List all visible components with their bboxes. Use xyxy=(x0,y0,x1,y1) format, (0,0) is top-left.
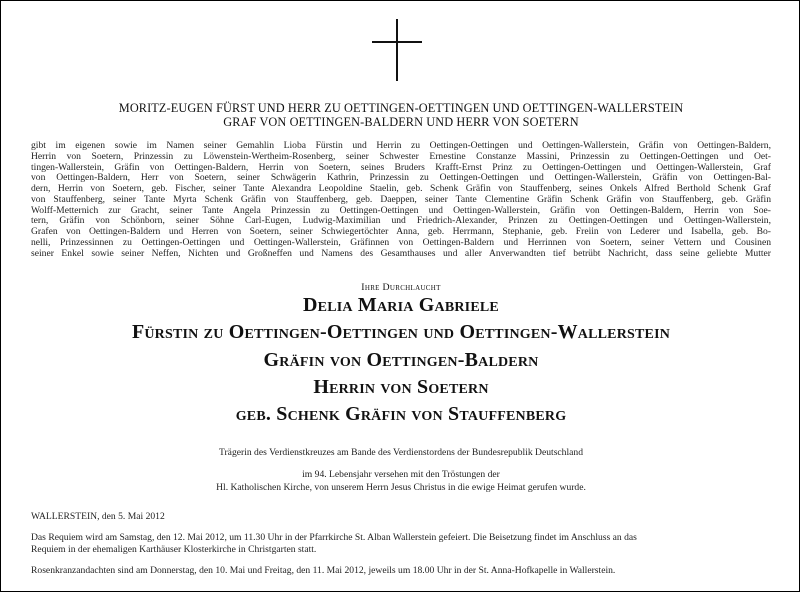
header-line-2: GRAF VON OETTINGEN-BALDERN UND HERR VON SOETERN xyxy=(223,115,579,129)
announcement-line: nelli, Prinzessinnen zu Oettingen-Oettingen und Oettingen-Wallerstein, Gräfinnen von Oettingen-Baldern und Herrinnen von Soetern, seiner Vettern und Cousinen xyxy=(31,237,771,248)
announcement-line: tern, Gräfin von Schönborn, seiner Söhne Carl-Eugen, Ludwig-Maximilian und Friedrich-Alexander, Prinzen zu Oettingen-Oettingen und Oettingen-Wallerstein, xyxy=(31,216,771,227)
death-line-1: im 94. Lebensjahr versehen mit den Tröstungen der xyxy=(302,469,500,480)
announcement-line: dern, Herrin von Soetern, geb. Fischer, seiner Tante Alexandra Leopoldine Staelin, geb. Schenk Gräfin von Stauffenberg, seines Onkels Alfred Berthold Schenk Graf xyxy=(31,184,771,194)
announcement-line: von Stauffenberg, seiner Tante Myrta Schenk Gräfin von Stauffenberg, geb. Daeppen, seiner Tante Clementine Gräfin Schenk Gräfin von Stauffenberg, geb. Gräfin xyxy=(31,194,771,205)
announcement-text xyxy=(31,141,771,259)
honor-text: Trägerin des Verdienstkreuzes am Bande des Verdienstordens der Bundesrepublik Deutschland xyxy=(218,447,584,458)
announcement-line: gibt im eigenen sowie im Namen seiner Gemahlin Lioba Fürstin und Herrin zu Oettingen-Oettingen und Oettingen-Wallerstein, Gräfin von Oettingen-Baldern, xyxy=(31,141,771,151)
requiem-line-2: Requiem in der ehemaligen Karthäuser Klosterkirche in Christgarten statt. xyxy=(31,544,317,555)
deceased-name: Delia Maria Gabriele xyxy=(303,294,499,316)
announcement-line: seiner Enkel sowie seiner Neffen, Nichten und Großneffen und Namens des Gesamthauses und aller Anverwandten tief betrübt Nachricht, dass seine geliebte Mutter xyxy=(31,248,771,259)
announcement-line: Wolff-Metternich zur Gracht, seiner Tante Angela Prinzessin zu Oettingen-Oettingen und Oettingen-Wallerstein, Gräfin von Oettingen-Baldern, Herrin von Soe- xyxy=(31,205,771,216)
header-line-1: MORITZ-EUGEN FÜRST UND HERR ZU OETTINGEN-OETTINGEN UND OETTINGEN-WALLERSTEIN xyxy=(118,101,684,115)
title-small: Ihre Durchlaucht xyxy=(361,282,441,293)
rosary-text: Rosenkranzandachten sind am Donnerstag, den 10. Mai und Freitag, den 11. Mai 2012, jeweils um 18.00 Uhr in der St. Anna-Hofkapelle in Wallerstein. xyxy=(31,565,616,576)
requiem-line-1: Das Requiem wird am Samstag, den 12. Mai 2012, um 11.30 Uhr in der Pfarrkirche St. Alban Wallerstein gefeiert. Die Beisetzung findet im Anschluss an das xyxy=(31,532,637,543)
requiem-text xyxy=(31,532,771,556)
announcement-line: Grafen von Oettingen-Baldern und Herren von Soetern, seiner Schwiegertöchter Anna, geb. Herrmann, Stephanie, geb. Freiin von Lederer und Isabella, geb. Bo- xyxy=(31,227,771,237)
cross-icon xyxy=(372,19,422,81)
deceased-title-1: Fürstin zu Oettingen-Oettingen und Oettingen-Wallerstein xyxy=(131,321,671,343)
death-line-2: Hl. Katholischen Kirche, von unserem Herrn Jesus Christus in die ewige Heimat gerufen wurde. xyxy=(216,482,586,493)
announcement-line: Herrin von Soetern, Prinzessin zu Löwenstein-Wertheim-Rosenberg, seiner Schwester Ernestine Constanze Massini, Prinzessin zu Oettingen-Oettingen und Oet- xyxy=(31,151,771,162)
place-date: WALLERSTEIN, den 5. Mai 2012 xyxy=(31,511,165,522)
announcement-line: von Oettingen-Baldern, Herr von Soetern, seiner Schwägerin Kathrin, Prinzessin zu Oettingen-Oettingen und Oettingen-Wallerstein, Gräfin von Oettingen-Bal- xyxy=(31,173,771,184)
announcement-line: tingen-Wallerstein, Gräfin von Oettingen-Baldern, Herrin von Soetern, seines Bruders Krafft-Ernst Prinz zu Oettingen-Oettingen und Oettingen-Wallerstein, Graf xyxy=(31,162,771,173)
deceased-birth-name: geb. Schenk Gräfin von Stauffenberg xyxy=(235,403,567,425)
deceased-title-2: Gräfin von Oettingen-Baldern xyxy=(263,349,539,371)
deceased-title-3: Herrin von Soetern xyxy=(313,376,489,398)
